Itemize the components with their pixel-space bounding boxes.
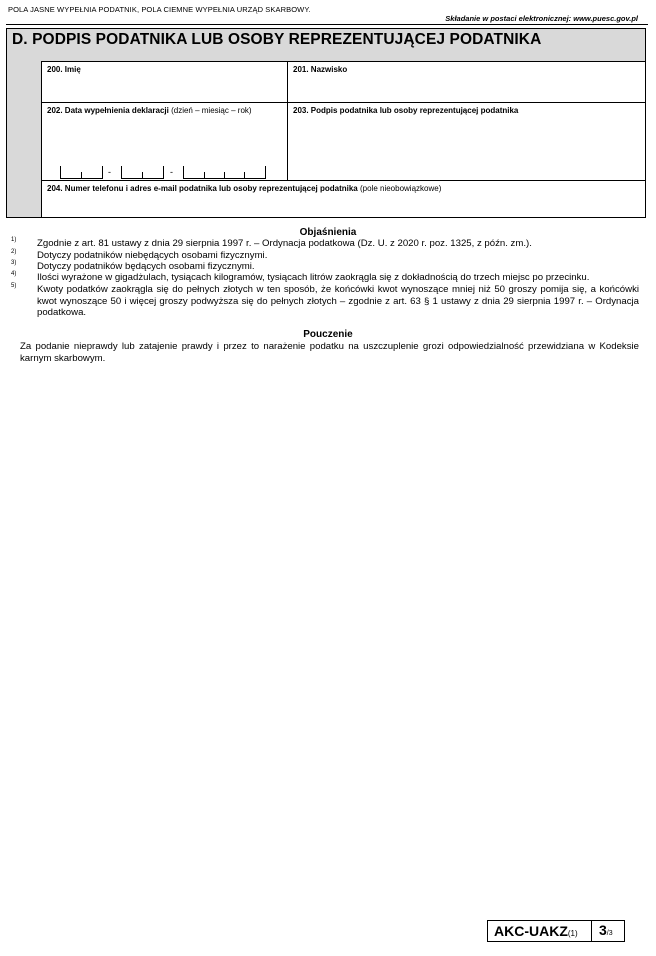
footnote-number: 3) bbox=[11, 260, 17, 266]
date-separator: - bbox=[108, 167, 111, 177]
field-label: 204. Numer telefonu i adres e-mail podatnika lub osoby reprezentującej podatnika (pole nieobowiązkowe) bbox=[47, 184, 442, 193]
explanation-text: Ilości wyrażone w gigadżulach, tysiącach kilogramów, tysiącach litrów zaokrągla się z dokładnością do trzech miejsc po przecinku. bbox=[37, 272, 590, 283]
field-signature[interactable] bbox=[287, 102, 646, 181]
field-label: 202. Data wypełnienia deklaracji (dzień – miesiąc – rok) bbox=[47, 106, 252, 115]
day-input[interactable] bbox=[60, 166, 102, 179]
date-separator: - bbox=[170, 167, 173, 177]
field-label: 203. Podpis podatnika lub osoby reprezentującej podatnika bbox=[293, 106, 519, 115]
field-contact[interactable] bbox=[41, 180, 646, 218]
notice-text: Za podanie nieprawdy lub zatajenie prawdy i przez to narażenie podatku na uszczuplenie grozi odpowiedzialność przewidziana w Kodeksie karnym skarbowym. bbox=[20, 341, 639, 364]
explanation-text: Dotyczy podatników będących osobami fizycznymi. bbox=[37, 261, 255, 272]
field-filing-date[interactable] bbox=[41, 102, 288, 181]
field-label: 200. Imię bbox=[47, 65, 81, 74]
explanation-text: Kwoty podatków zaokrągla się do pełnych złotych w ten sposób, że końcówki kwot wynoszące mniej niż 50 groszy pomija się, a końcówki kwot wynoszące 50 i więcej groszy podwyższa się do pełnych złotych – zgodnie z art. 63 § 1 ustawy z dnia 29 sierpnia 1997 r. – Ordynacja podatkowa. bbox=[37, 284, 639, 318]
submission-info: Składanie w postaci elektronicznej: www.puesc.gov.pl bbox=[445, 14, 638, 23]
footnote-number: 5) bbox=[11, 283, 17, 289]
section-title: D. PODPIS PODATNIKA LUB OSOBY REPREZENTUJĄCEJ PODATNIKA bbox=[12, 31, 542, 48]
footer-divider bbox=[591, 921, 592, 941]
header-divider bbox=[6, 24, 648, 25]
footnote-number: 4) bbox=[11, 271, 17, 277]
field-last-name[interactable] bbox=[287, 61, 646, 103]
footnote-number: 2) bbox=[11, 249, 17, 255]
footnote-number: 1) bbox=[11, 237, 17, 243]
notice-title: Pouczenie bbox=[303, 329, 353, 340]
page-number: 3/3 bbox=[599, 922, 613, 938]
explanations-title: Objaśnienia bbox=[299, 227, 357, 238]
explanation-text: Dotyczy podatników niebędących osobami fizycznymi. bbox=[37, 250, 268, 261]
field-first-name[interactable] bbox=[41, 61, 288, 103]
form-code: AKC-UAKZ(1) bbox=[494, 923, 578, 939]
year-input[interactable] bbox=[183, 166, 265, 179]
form-footer bbox=[487, 920, 625, 942]
field-label: 201. Nazwisko bbox=[293, 65, 348, 74]
month-input[interactable] bbox=[121, 166, 163, 179]
explanation-text: Zgodnie z art. 81 ustawy z dnia 29 sierpnia 1997 r. – Ordynacja podatkowa (Dz. U. z 2020 r. poz. 1325, z późn. zm.). bbox=[37, 238, 532, 249]
fill-instruction: POLA JASNE WYPEŁNIA PODATNIK, POLA CIEMNE WYPEŁNIA URZĄD SKARBOWY. bbox=[8, 5, 311, 14]
